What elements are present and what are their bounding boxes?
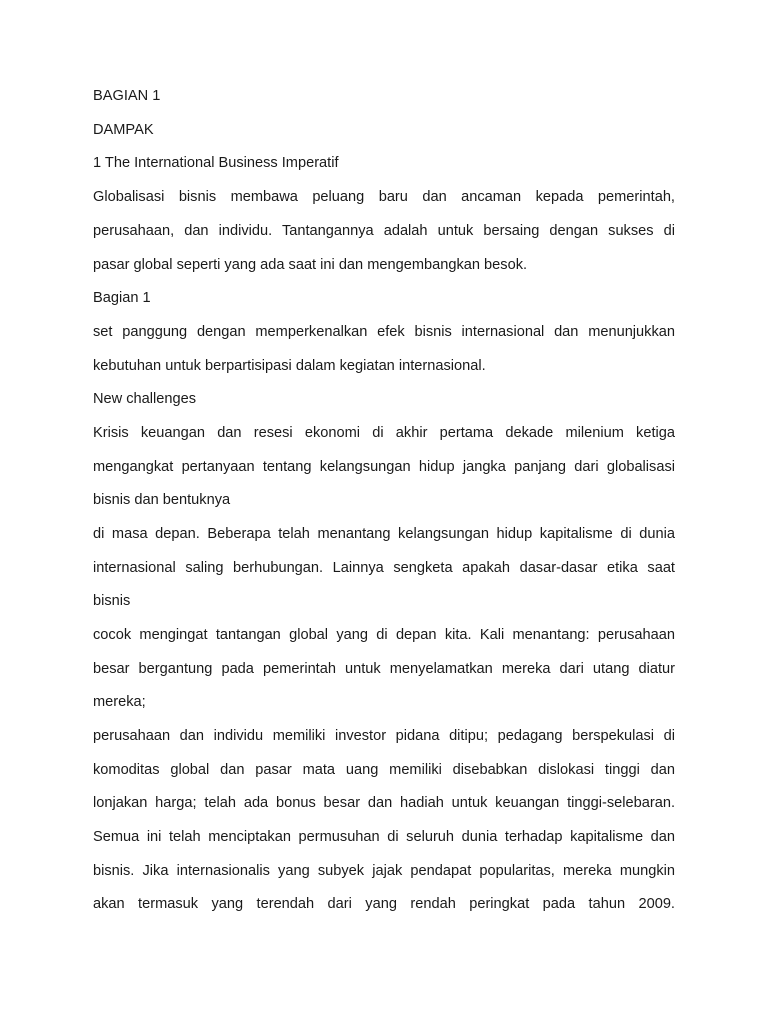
- paragraph-line: bisnis: [93, 593, 131, 609]
- part-label: Bagian 1: [93, 290, 151, 306]
- chapter-title: 1 The International Business Imperatif: [93, 155, 339, 171]
- paragraph-line: pasar global seperti yang ada saat ini dan mengembangkan besok.: [93, 257, 528, 273]
- paragraph-line: set panggung dengan memperkenalkan efek bisnis internasional dan menunjukkan: [93, 324, 675, 340]
- paragraph-line: cocok mengingat tantangan global yang di depan kita. Kali menantang: perusahaan: [93, 627, 675, 643]
- paragraph-line: Krisis keuangan dan resesi ekonomi di akhir pertama dekade milenium ketiga: [93, 425, 675, 441]
- paragraph-line: internasional saling berhubungan. Lainnya sengketa apakah dasar-dasar etika saat: [93, 560, 675, 576]
- paragraph-line: mereka;: [93, 694, 146, 710]
- paragraph-line: bisnis dan bentuknya: [93, 492, 231, 508]
- paragraph-line: kebutuhan untuk berpartisipasi dalam kegiatan internasional.: [93, 358, 486, 374]
- paragraph-line: di masa depan. Beberapa telah menantang kelangsungan hidup kapitalisme di dunia: [93, 526, 675, 542]
- subsection-heading: New challenges: [93, 391, 197, 407]
- paragraph-line: perusahaan, dan individu. Tantangannya adalah untuk bersaing dengan sukses di: [93, 223, 675, 239]
- paragraph-line: besar bergantung pada pemerintah untuk menyelamatkan mereka dari utang diatur: [93, 661, 675, 677]
- paragraph-line: akan termasuk yang terendah dari yang rendah peringkat pada tahun 2009.: [93, 896, 675, 912]
- paragraph-line: mengangkat pertanyaan tentang kelangsungan hidup jangka panjang dari globalisasi: [93, 459, 675, 475]
- section-subheading: DAMPAK: [93, 122, 154, 138]
- section-heading: BAGIAN 1: [93, 88, 161, 104]
- paragraph-line: Semua ini telah menciptakan permusuhan di seluruh dunia terhadap kapitalisme dan: [93, 829, 675, 845]
- paragraph-line: perusahaan dan individu memiliki investor pidana ditipu; pedagang berspekulasi di: [93, 728, 675, 744]
- paragraph-line: Globalisasi bisnis membawa peluang baru dan ancaman kepada pemerintah,: [93, 189, 675, 205]
- paragraph-line: bisnis. Jika internasionalis yang subyek jajak pendapat popularitas, mereka mungkin: [93, 863, 675, 879]
- paragraph-line: lonjakan harga; telah ada bonus besar dan hadiah untuk keuangan tinggi-selebaran.: [93, 795, 675, 811]
- paragraph-line: komoditas global dan pasar mata uang memiliki disebabkan dislokasi tinggi dan: [93, 762, 675, 778]
